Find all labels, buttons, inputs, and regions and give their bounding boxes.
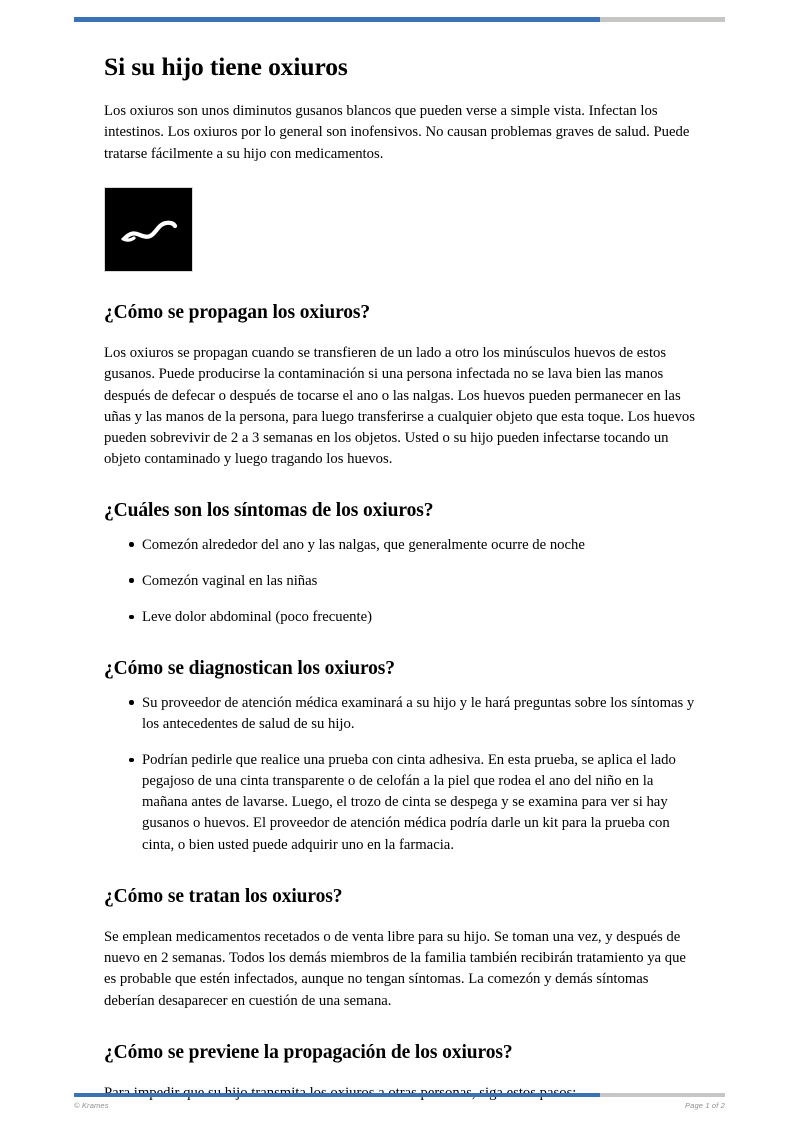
bullet-icon — [129, 700, 134, 705]
bullet-icon — [129, 578, 134, 583]
spacer — [104, 856, 696, 885]
list-item — [104, 535, 696, 556]
page-number: Page 1 of 2 — [684, 1101, 725, 1110]
header-rule-blue-segment — [74, 17, 600, 22]
pinworm-illustration — [104, 187, 193, 272]
list-item-label: Comezón alrededor del ano y las nalgas, que generalmente ocurre de noche — [142, 536, 585, 553]
section-heading-symptoms: ¿Cuáles son los síntomas de los oxiuros? — [104, 500, 434, 522]
bullet-icon — [129, 542, 134, 547]
document-content — [104, 52, 696, 1104]
spacer — [104, 324, 696, 343]
symptoms-list — [104, 535, 696, 629]
spacer — [104, 523, 696, 535]
list-item-label: Leve dolor abdominal (poco frecuente) — [142, 608, 373, 625]
section-heading-diagnosis: ¿Cómo se diagnostican los oxiuros? — [104, 658, 395, 680]
list-item-label: Comezón vaginal en las niñas — [142, 572, 318, 589]
section-heading-prevention: ¿Cómo se previene la propagación de los oxiuros? — [104, 1041, 513, 1063]
section-heading-spread: ¿Cómo se propagan los oxiuros? — [104, 301, 371, 323]
pinworm-icon — [105, 188, 192, 271]
list-item — [104, 750, 696, 856]
page-title: Si su hijo tiene oxiuros — [104, 52, 348, 81]
copyright-text: © Krames — [74, 1101, 109, 1110]
list-item — [104, 607, 696, 628]
bullet-icon — [129, 615, 134, 620]
header-rule-gray-segment — [600, 17, 725, 22]
spacer — [104, 628, 696, 657]
section-body-spread: Los oxiuros se propagan cuando se transfieren de un lado a otro los minúsculos huevos de estos gusanos. Puede producirse la contaminación si una persona infectada no se lava bien las manos después de defecar o después de tocarse el ano o las nalgas. Los huevos pueden permanecer en las uñas y las manos de la persona, para luego transferirse a cualquier objeto que esta toque. Los huevos pueden sobrevivir de 2 a 3 semanas en los objetos. Usted o su hijo pueden infectarse tocando un objeto contaminado y luego tragando los huevos. — [104, 345, 695, 468]
section-heading-treatment: ¿Cómo se tratan los oxiuros? — [104, 885, 343, 907]
spacer — [104, 272, 696, 301]
bullet-icon — [129, 758, 134, 763]
list-item-label: Su proveedor de atención médica examinará a su hijo y le hará preguntas sobre los síntomas y los antecedentes de salud de su hijo. — [142, 694, 695, 732]
footer-rule — [74, 1093, 725, 1097]
list-item-label: Podrían pedirle que realice una prueba con cinta adhesiva. En esta prueba, se aplica el lado pegajoso de una cinta transparente o de celofán a la piel que rodea el ano del niño en la mañana antes de lavarse. Luego, el trozo de cinta se despega y se examina para ver si hay gusanos o huevos. El proveedor de atención médica podría darle un kit para la prueba con cinta, o bien usted puede adquirir uno en la farmacia. — [142, 751, 676, 853]
header-rule — [74, 17, 725, 22]
spacer — [104, 908, 696, 927]
diagnosis-list — [104, 693, 696, 856]
list-item — [104, 693, 696, 735]
spacer — [104, 681, 696, 693]
footer-rule-blue-segment — [74, 1093, 600, 1097]
section-body-treatment: Se emplean medicamentos recetados o de venta libre para su hijo. Se toman una vez, y después de nuevo en 2 semanas. Todos los demás miembros de la familia también recibirán tratamiento ya que es probable que estén infectados, aunque no tengan síntomas. La comezón y demás síntomas deberían desaparecer en cuestión de una semana. — [104, 929, 686, 1009]
spacer — [104, 1064, 696, 1083]
footer-rule-gray-segment — [600, 1093, 725, 1097]
footer — [74, 1101, 725, 1110]
spacer — [104, 1012, 696, 1041]
spacer — [104, 470, 696, 499]
spacer — [104, 165, 696, 187]
list-item — [104, 571, 696, 592]
intro-paragraph: Los oxiuros son unos diminutos gusanos blancos que pueden verse a simple vista. Infectan los intestinos. Los oxiuros por lo general son inofensivos. No causan problemas graves de salud. Puede tratarse fácilmente a su hijo con medicamentos. — [104, 103, 690, 162]
